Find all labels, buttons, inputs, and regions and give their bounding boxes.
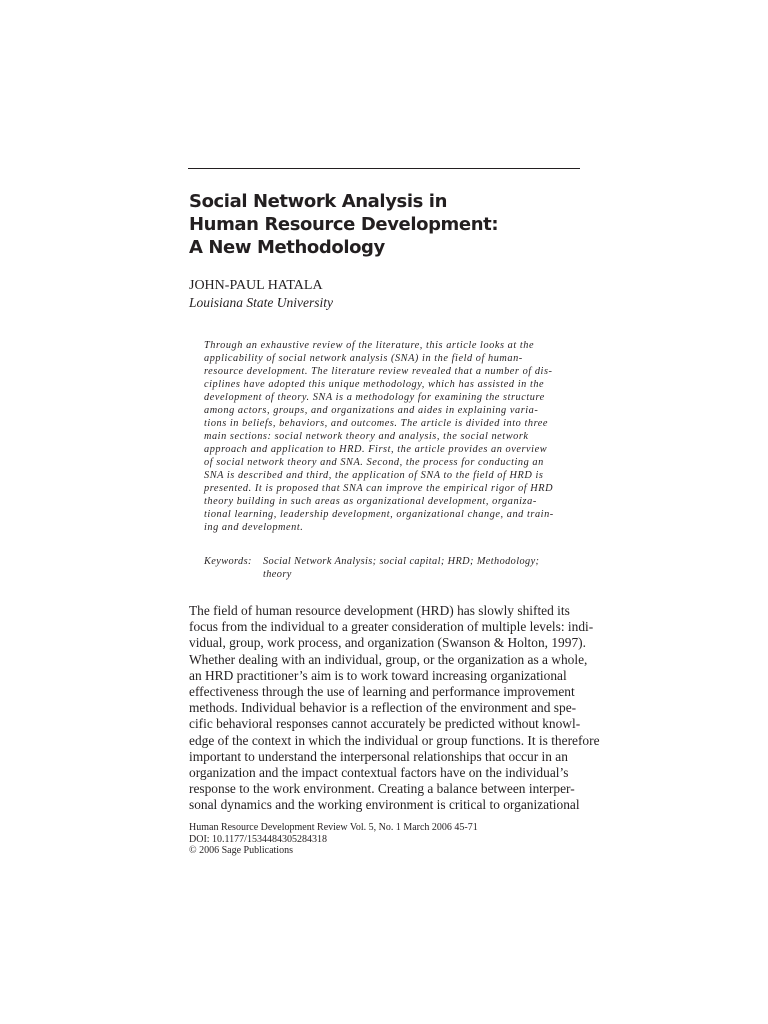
journal-footer [189,822,478,857]
abstract-line: development of theory. SNA is a methodology for examining the structure [204,392,545,403]
doi: DOI: 10.1177/1534484305284318 [189,833,327,845]
body-line: response to the work environment. Creating a balance between interper- [189,781,575,797]
body-line: Whether dealing with an individual, group, or the organization as a whole, [189,651,588,667]
keywords-list [263,555,539,581]
keywords-label: Keywords: [204,556,252,567]
body-line: edge of the context in which the individual or group functions. It is therefore [189,732,600,748]
body-line: organization and the impact contextual factors have on the individual’s [189,765,569,781]
body-line: methods. Individual behavior is a reflection of the environment and spe- [189,700,577,716]
abstract-line: among actors, groups, and organizations and aides in explaining varia- [204,405,539,416]
author-affiliation: Louisiana State University [189,295,333,310]
abstract-line: tions in beliefs, behaviors, and outcomes. The article is divided into three [204,418,548,429]
abstract [204,339,566,534]
body-line: vidual, group, work process, and organization (Swanson & Holton, 1997). [189,635,586,651]
keywords-line: Social Network Analysis; social capital; HRD; Methodology; [263,556,540,567]
title-line: A New Methodology [189,237,385,258]
copyright: © 2006 Sage Publications [189,845,293,856]
abstract-line: main sections: social network theory and analysis, the social network [204,431,529,442]
abstract-line: Through an exhaustive review of the literature, this article looks at the [204,340,535,351]
journal-citation: Human Resource Development Review Vol. 5, No. 1 March 2006 45-71 [189,822,478,833]
title-line: Social Network Analysis in [189,191,447,212]
article-title [189,190,589,259]
abstract-line: resource development. The literature review revealed that a number of dis- [204,366,553,377]
header-rule [188,168,580,169]
body-line: focus from the individual to a greater consideration of multiple levels: indi- [189,619,594,635]
abstract-line: applicability of social network analysis (SNA) in the field of human- [204,353,523,364]
abstract-line: approach and application to HRD. First, the article provides an overview [204,444,548,455]
body-line: important to understand the interpersonal relationships that occur in an [189,748,568,764]
body-line: cific behavioral responses cannot accurately be predicted without knowl- [189,716,581,732]
body-paragraph [189,603,600,814]
abstract-line: of social network theory and SNA. Second, the process for conducting an [204,457,544,468]
abstract-line: ing and development. [204,522,304,533]
body-line: an HRD practitioner’s aim is to work toward increasing organizational [189,667,567,683]
abstract-line: theory building in such areas as organizational development, organiza- [204,496,537,507]
body-line: sonal dynamics and the working environment is critical to organizational [189,797,580,813]
title-line: Human Resource Development: [189,214,499,235]
abstract-line: tional learning, leadership development, organizational change, and train- [204,509,554,520]
abstract-line: presented. It is proposed that SNA can improve the empirical rigor of HRD [204,483,554,494]
keywords-line: theory [263,569,292,580]
body-line: effectiveness through the use of learning and performance improvement [189,684,575,700]
body-line: The field of human resource development (HRD) has slowly shifted its [189,603,570,618]
abstract-line: ciplines have adopted this unique methodology, which has assisted in the [204,379,545,390]
abstract-line: SNA is described and third, the application of SNA to the field of HRD is [204,470,544,481]
author-name: JOHN-PAUL HATALA [189,278,323,293]
